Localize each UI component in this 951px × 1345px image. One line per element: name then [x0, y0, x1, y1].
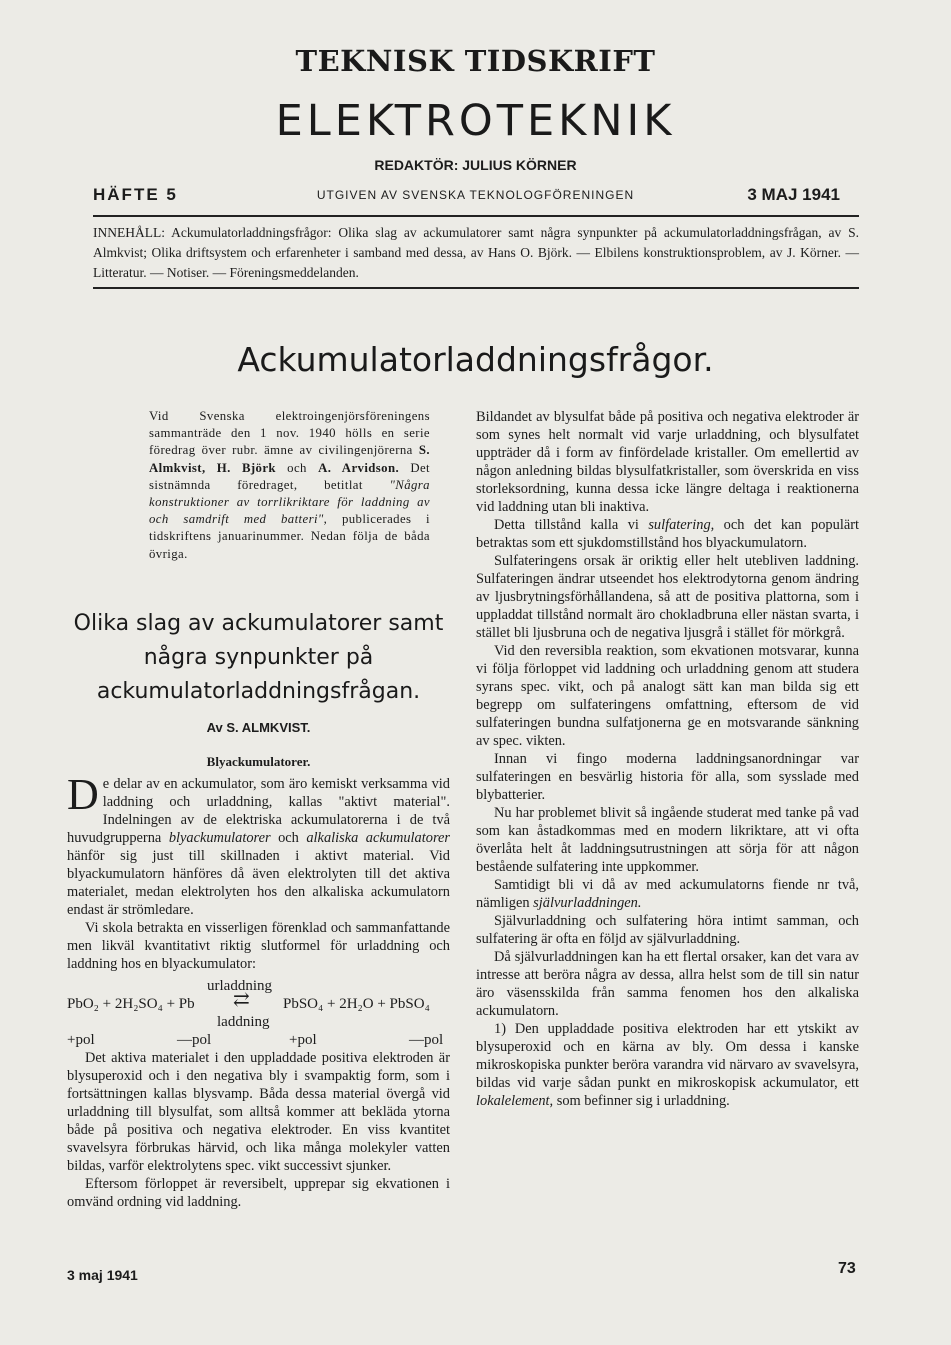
- emphasis: självurladdningen.: [533, 895, 642, 911]
- paragraph: [476, 876, 859, 912]
- paragraph: [476, 1020, 859, 1110]
- divider-rule: [93, 215, 859, 217]
- paragraph: [476, 516, 859, 552]
- equation-polarity: +pol: [67, 1031, 95, 1048]
- journal-title: TEKNISK TIDSKRIFT: [295, 44, 656, 78]
- publisher-line: UTGIVEN AV SVENSKA TEKNOLOGFÖRENINGEN: [316, 188, 635, 202]
- editor-line: REDAKTÖR: JULIUS KÖRNER: [374, 157, 577, 173]
- paragraph-text: Samtidigt bli vi då av med ackumulatorns fiende nr två, nämligen: [476, 877, 859, 911]
- emphasis: blyackumulatorer: [168, 829, 271, 846]
- article-title: Olika slag av ackumulatorer samt några synpunkter på ackumulatorladdningsfrågan.: [73, 610, 444, 704]
- paragraph-text: e delar av en ackumulator, som äro kemiskt verksamma vid laddning och urladdning, kallas "aktivt material". Indelningen av de elektriska ackumulatorerna i de två huvudgrupperna: [67, 775, 450, 846]
- paragraph: [67, 769, 450, 919]
- main-title: Ackumulatorladdningsfrågor.: [237, 340, 714, 379]
- intro-names: S. Almkvist, H. Björk: [149, 443, 430, 475]
- paragraph-text: Detta tillstånd kalla vi: [494, 517, 649, 533]
- emphasis: alkaliska ackumulatorer: [306, 829, 450, 846]
- paragraph: Självurladdning och sulfatering höra intimt samman, och sulfatering är ofta en följd av självurladdning.: [476, 913, 859, 947]
- paragraph-text: hänför sig just till skillnaden i aktivt material. Vid blyackumulatorn hänföres då även elektrolyten till det aktiva materialet, medan elektrolyten hos den alkaliska ackumulatorn endast är strömledare.: [67, 847, 450, 918]
- paragraph: Vid den reversibla reaktion, som ekvationen motsvarar, kunna vi följa förloppet vid laddning och urladdning genom att studera syrans spec. vikt, och på analogt sätt kan man bilda sig ett begrepp om sulfateringens omfattning, eftersom de vid sulfateringen bundna sulfatjonerna ge en motsvarande sänkning av spec. vikten.: [476, 643, 859, 749]
- emphasis: sulfatering,: [648, 517, 715, 533]
- issue-number: HÄFTE 5: [93, 185, 178, 204]
- intro-text: och: [275, 460, 319, 475]
- paragraph: Då självurladdningen kan ha ett flertal orsaker, kan det vara av intresse att beröra några av dessa, allra helst som de till sin natur äro väsensskilda från samma fenomen hos den alkaliska ackumulatorn.: [476, 949, 859, 1019]
- equation-polarity: +pol: [289, 1031, 317, 1048]
- intro-text: Det sistnämnda föredraget, betitlat: [149, 460, 430, 492]
- intro-quote: "Några konstruktioner av torrlikriktare för laddning av och samdrift med batteri",: [149, 477, 430, 527]
- divider-rule: [93, 287, 859, 289]
- equation-polarity: —pol: [409, 1031, 444, 1048]
- paragraph: Sulfateringens orsak är oriktig eller helt utebliven laddning. Sulfateringen ändrar utseendet hos elektrodytorna genom ändring av ljusbrytningsförhållandena, så att de positiva plattorna, som i uppladdat tillstånd normalt äro chokladbruna eller nästan svarta, i stället bli ljusbruna och de negativa ljusgrå i stället för mörkgrå.: [476, 553, 859, 641]
- contents-list: INNEHÅLL: Ackumulatorladdningsfrågor: Olika slag av ackumulatorer samt några synpunkter på ackumulatorladdningsfrågan, av S. Almkvist; Olika driftsystem och erfarenheter i samband med dessa, av Hans O. Björk. — Elbilens konstruktionsproblem, av J. Körner. — Litteratur. — Notiser. — Föreningsmeddelanden.: [93, 225, 859, 280]
- paragraph-text: 1) Den uppladdade positiva elektroden har ett ytskikt av blysuperoxid och en kärna av bly. Om dessa i kanske mikroskopiska punkter beröra varandra vid närvaro av svavelsyra, bildas vid varje sådan punkt en mikroskopisk ackumulator, ett: [476, 1021, 859, 1091]
- issue-date: 3 MAJ 1941: [747, 185, 840, 204]
- issue-row: [0, 185, 951, 207]
- intro-text: publicerades i tidskriftens januarinummer. Nedan följa de båda övriga.: [149, 512, 431, 561]
- paragraph: Bildandet av blysulfat både på positiva och negativa elektroder är som synes helt normalt vid varje urladdning, och blysulfatet uppträder då i form av finfördelade kristaller. Om emellertid av någon anledning bildas blysulfatkristaller, som överskrida en viss storleksordning, kunna dessa icke längre deltaga i reaktionerna vid laddning utan bli inaktiva.: [476, 409, 859, 515]
- left-column: [67, 408, 450, 1211]
- paragraph: Det aktiva materialet i den uppladdade positiva elektroden är blysuperoxid och i den negativa bly i svampaktig form, som i fortsättningen kallas blysvamp. Båda dessa material övergå vid urladdning till blysulfat, som alltså kommer att bekläda ytorna både på positiva och negativa elektroder. En viss kvantitet svavelsyra förbrukas härvid, och lika många molekyler vatten bildas, varför elektrolytens spec. vikt successivt sjunker.: [67, 1049, 450, 1174]
- intro-note: [149, 408, 430, 563]
- equation-label-bottom: laddning: [217, 1013, 270, 1030]
- emphasis: lokalelement,: [476, 1093, 554, 1109]
- drop-cap: D: [67, 769, 99, 819]
- paragraph: Nu har problemet blivit så ingående studerat med tanke på vad som kan åstadkommas med en modern likriktare, att vi ofta överlåta helt åt laddningsutrustningen att sörja för att någon bestående sulfatering inte uppkommer.: [476, 805, 859, 875]
- intro-text: Vid Svenska elektroingenjörsföreningens sammanträde den 1 nov. 1940 hölls en serie föredrag över rubr. ämne av civilingenjörerna: [149, 409, 430, 458]
- chemical-equation: [67, 973, 450, 1049]
- paragraph: Vi skola betrakta en visserligen förenklad och sammanfattande men likväl kvantitativt riktig slutformel för urladdning och laddning hos en blyackumulator:: [67, 919, 450, 972]
- equation-label-top: urladdning: [207, 977, 272, 994]
- right-column: [476, 408, 859, 1110]
- intro-name: A. Arvidson.: [318, 460, 400, 475]
- section-heading: Blyackumulatorer.: [206, 753, 311, 769]
- article-byline: Av S. ALMKVIST.: [206, 719, 311, 735]
- paragraph-text: och: [270, 829, 307, 846]
- journal-subtitle: ELEKTROTEKNIK: [275, 96, 676, 146]
- paragraph-text: och det kan populärt betraktas som ett sjukdomstillstånd hos blyackumulatorn.: [476, 517, 859, 551]
- equation-left: PbO₂ + 2H₂SO₄ + Pb: [67, 995, 195, 1012]
- paragraph-text: som befinner sig i urladdning.: [553, 1093, 730, 1109]
- page-number: 73: [838, 1260, 856, 1277]
- footer-date: 3 maj 1941: [67, 1267, 138, 1283]
- equation-right: PbSO₄ + 2H₂O + PbSO₄: [283, 995, 430, 1012]
- paragraph: Eftersom förloppet är reversibelt, upprepar sig ekvationen i omvänd ordning vid laddning.: [67, 1175, 450, 1210]
- paragraph: Innan vi fingo moderna laddningsanordningar var sulfateringen en besvärlig historia för alla, som sysslade med blybatterier.: [476, 751, 859, 803]
- equation-arrow: ⇄: [233, 988, 250, 1011]
- equation-polarity: —pol: [177, 1031, 212, 1048]
